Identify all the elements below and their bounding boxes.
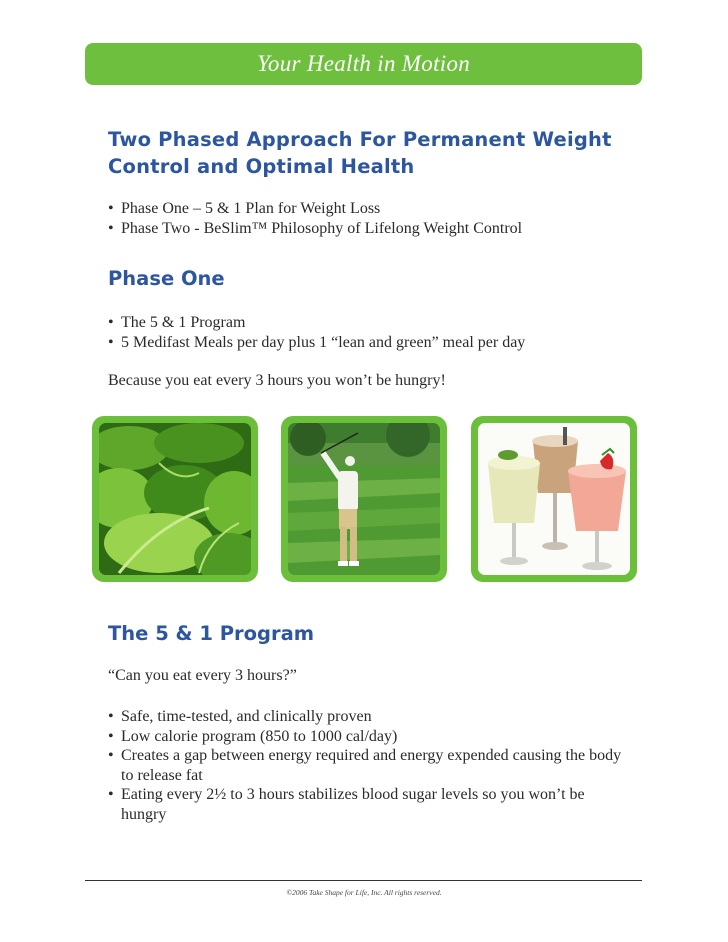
footer-copyright: ©2006 Take Shape for Life, Inc. All rights reserved. xyxy=(286,888,442,897)
list-item: • Phase One – 5 & 1 Plan for Weight Loss xyxy=(108,199,628,219)
section-heading-approach: Two Phased Approach For Permanent Weight Control and Optimal Health xyxy=(108,128,612,178)
leafy-greens-image xyxy=(99,423,251,575)
section-heading-program: The 5 & 1 Program xyxy=(108,622,315,645)
header-banner xyxy=(85,43,642,85)
list-item: • 5 Medifast Meals per day plus 1 “lean and green” meal per day xyxy=(108,333,628,353)
phase-one-bullet-list xyxy=(108,313,628,352)
section-heading-phase-one: Phase One xyxy=(108,267,225,290)
smoothies-image xyxy=(478,423,630,575)
photo-smoothies xyxy=(471,416,637,582)
program-bullet-list xyxy=(108,707,628,824)
program-question: “Can you eat every 3 hours?” xyxy=(108,667,297,684)
list-item: • The 5 & 1 Program xyxy=(108,313,628,333)
approach-bullet-list xyxy=(108,199,628,238)
footer-divider xyxy=(85,880,642,881)
photo-leafy-greens xyxy=(92,416,258,582)
photo-golfer xyxy=(281,416,447,582)
list-item: • Phase Two - BeSlim™ Philosophy of Lifelong Weight Control xyxy=(108,219,628,239)
list-item: • Low calorie program (850 to 1000 cal/day) xyxy=(108,727,628,747)
phase-one-note: Because you eat every 3 hours you won’t be hungry! xyxy=(108,372,446,389)
list-item: • Safe, time-tested, and clinically proven xyxy=(108,707,628,727)
list-item: • Creates a gap between energy required and energy expended causing the body to release fat xyxy=(108,746,628,785)
golfer-image xyxy=(288,423,440,575)
list-item: • Eating every 2½ to 3 hours stabilizes blood sugar levels so you won’t be hungry xyxy=(108,785,628,824)
banner-title: Your Health in Motion xyxy=(256,51,471,76)
